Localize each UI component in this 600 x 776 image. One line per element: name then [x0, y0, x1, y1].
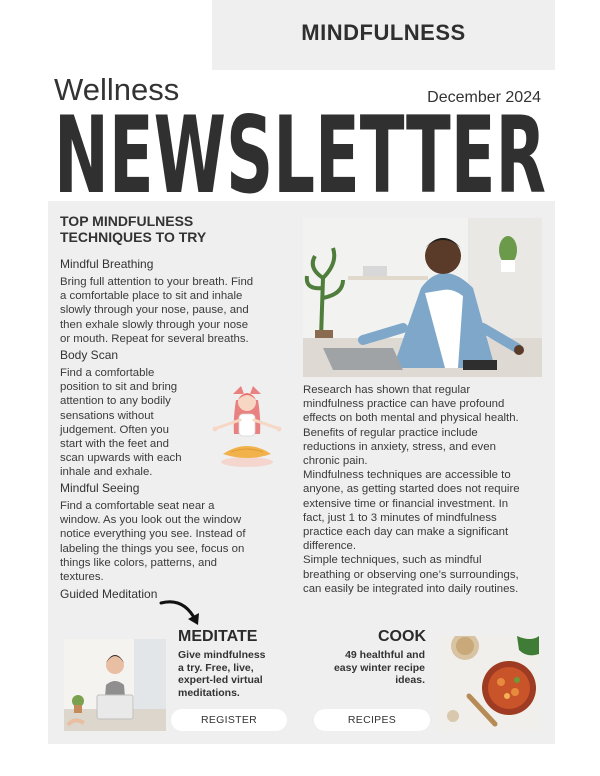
band-title: MINDFULNESS — [301, 20, 466, 45]
arrow-icon — [158, 597, 204, 629]
issue-date: December 2024 — [427, 89, 541, 106]
breathing-text: Bring full attention to your breath. Find a comfortable place to sit and inhale slowly through your nose, pause, and then exhale slowly through your nose or mouth. Repeat for several breaths. — [60, 276, 254, 345]
meditation-class-photo — [64, 639, 166, 731]
food-photo — [439, 636, 541, 731]
headline-text: NEWSLETTER — [54, 108, 546, 200]
bodyscan-title: Body Scan — [60, 348, 119, 362]
bodyscan-text: Find a comfortable position to sit and bring attention to any bodily sensations without judgement. Often you start with the feet and scan upwards with each inhale and exhale. — [60, 367, 182, 479]
register-button[interactable]: REGISTER — [171, 709, 287, 731]
recipes-button[interactable]: RECIPES — [314, 709, 430, 731]
meditate-text: Give mindfulness a try. Free, live, expert-led virtual meditations. — [178, 649, 266, 699]
section-title: TOP MINDFULNESS TECHNIQUES TO TRY — [60, 213, 207, 245]
office-meditation-photo — [303, 218, 542, 377]
guided-title: Guided Meditation — [60, 587, 158, 601]
wellness-label: Wellness — [54, 72, 180, 107]
breathing-title: Mindful Breathing — [60, 257, 154, 271]
meditating-person-illustration — [203, 382, 291, 470]
newsletter-headline — [54, 108, 546, 200]
seeing-title: Mindful Seeing — [60, 481, 140, 495]
cook-text: 49 healthful and easy winter recipe ideas. — [333, 649, 425, 686]
seeing-text: Find a comfortable seat near a window. As you look out the window notice everything you see. Instead of labeling the things you see, focus on things like colors, patterns, and textures. — [60, 500, 246, 584]
meditate-title: MEDITATE — [178, 628, 258, 645]
cook-title: COOK — [378, 628, 426, 645]
research-text: Research has shown that regular mindfulness practice can have profound effects on both mental and physical health. Benefits of regular practice include reductions in anxiety, stress, and even chronic pain. Mindfulness techniques are accessible to anyone, as getting started does not require extensive time or financial investment. In fact, just 1 to 3 minutes of mindfulness practice each day can make a significant difference. Simple techniques, such as mindful breathing or observing one’s surroundings, can easily be integrated into daily routines. — [303, 384, 520, 595]
